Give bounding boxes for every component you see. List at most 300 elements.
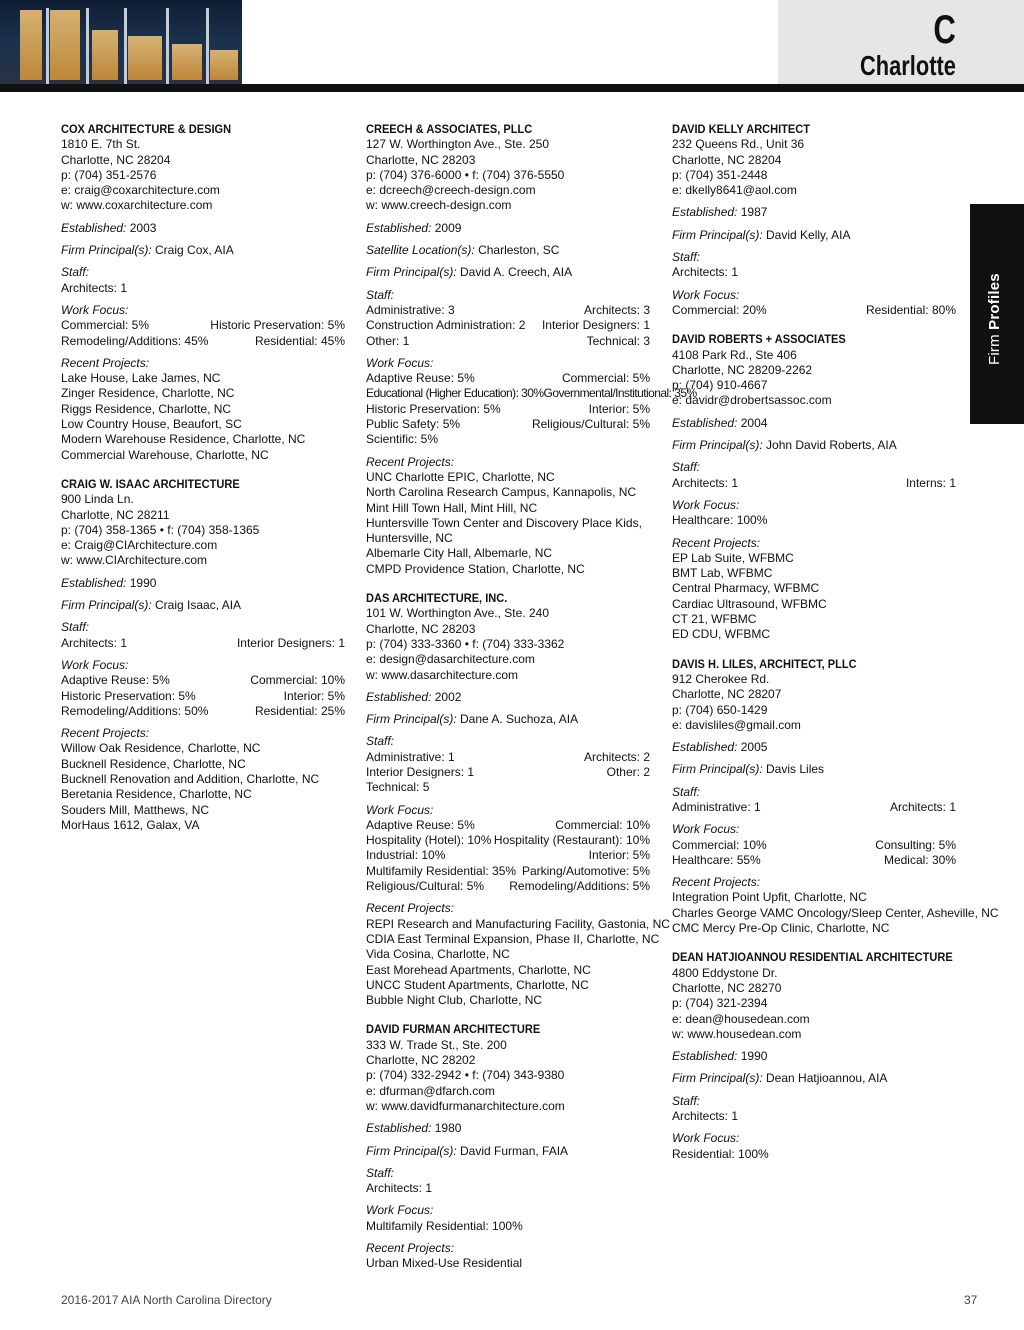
page-number: 37 xyxy=(964,1293,978,1307)
section-row xyxy=(366,432,650,447)
row-right: Remodeling/Additions: 5% xyxy=(509,879,650,894)
section-value: Dean Hatjioannou, AIA xyxy=(766,1071,888,1086)
firm-name: DAVID FURMAN ARCHITECTURE xyxy=(366,1022,541,1037)
row-left: Mint Hill Town Hall, Mint Hill, NC xyxy=(366,500,538,515)
section-line xyxy=(672,740,956,755)
row-left: Commercial: 10% xyxy=(672,837,767,852)
row-left: Low Country House, Beaufort, SC xyxy=(61,417,242,432)
section-row xyxy=(366,780,650,795)
section-row xyxy=(366,303,650,318)
row-left: Willow Oak Residence, Charlotte, NC xyxy=(61,741,261,756)
section-row xyxy=(366,978,650,993)
address-line: e: craig@coxarchitecture.com xyxy=(61,183,220,198)
section-line xyxy=(366,712,650,727)
section-row xyxy=(672,853,956,868)
section-row xyxy=(672,551,956,566)
firm-section xyxy=(672,1049,956,1064)
section-label: Recent Projects: xyxy=(61,726,150,741)
address-line: p: (704) 358-1365 • f: (704) 358-1365 xyxy=(61,522,260,537)
row-left: Bubble Night Club, Charlotte, NC xyxy=(366,993,543,1008)
section-row xyxy=(366,993,650,1008)
row-right: Religious/Cultural: 5% xyxy=(531,417,650,432)
address-line: p: (704) 351-2576 xyxy=(61,167,157,182)
section-line xyxy=(672,416,956,431)
firm-section xyxy=(366,734,650,795)
row-right: Medical: 30% xyxy=(883,852,956,867)
address-line: 4800 Eddystone Dr. xyxy=(672,965,778,980)
row-left: Adaptive Reuse: 5% xyxy=(61,673,170,688)
row-left: Central Pharmacy, WFBMC xyxy=(672,581,820,596)
section-row xyxy=(366,931,660,947)
section-label: Staff: xyxy=(672,1093,701,1108)
firm-entry xyxy=(61,477,345,833)
firm-section xyxy=(366,803,650,895)
firm-section xyxy=(366,455,650,577)
firm-name: CRAIG W. ISAAC ARCHITECTURE xyxy=(61,476,240,491)
section-label: Work Focus: xyxy=(366,355,434,370)
firm-section xyxy=(672,438,956,453)
section-row xyxy=(61,689,345,704)
section-label: Work Focus: xyxy=(366,802,434,817)
section-row xyxy=(61,334,345,349)
side-tab-label: Firm Profiles xyxy=(986,273,1003,365)
row-right: Residential: 80% xyxy=(865,302,956,317)
row-right: Interior Designers: 1 xyxy=(541,318,650,333)
section-label: Established: xyxy=(366,1121,432,1136)
section-line xyxy=(366,1121,650,1136)
firm-section xyxy=(366,1144,650,1159)
row-right: Interior Designers: 1 xyxy=(236,635,345,650)
section-row xyxy=(366,833,650,848)
section-row xyxy=(672,513,956,528)
section-row xyxy=(672,265,956,280)
address-line: Charlotte, NC 28270 xyxy=(672,980,782,995)
section-row xyxy=(672,905,999,921)
section-row xyxy=(61,787,345,802)
section-row xyxy=(61,417,345,432)
section-row xyxy=(366,1181,650,1196)
address-line: Charlotte, NC 28204 xyxy=(61,152,171,167)
section-label: Staff: xyxy=(672,784,701,799)
row-right: Architects: 1 xyxy=(889,799,956,814)
row-left: Educational (Higher Education): 30% xyxy=(366,386,544,401)
address-line: Charlotte, NC 28211 xyxy=(61,507,170,522)
row-right: Residential: 25% xyxy=(254,703,345,718)
firm-section xyxy=(366,243,650,258)
row-right: Technical: 3 xyxy=(586,333,650,348)
address-line: 232 Queens Rd., Unit 36 xyxy=(672,137,805,152)
section-line xyxy=(672,1049,956,1064)
section-row xyxy=(672,597,956,612)
section-label: Staff: xyxy=(366,1165,395,1180)
footer-title: 2016-2017 AIA North Carolina Directory xyxy=(61,1293,272,1307)
row-left: CDIA East Terminal Expansion, Phase II, Charlotte, NC xyxy=(366,931,660,946)
row-left: Architects: 1 xyxy=(672,265,739,280)
firm-entry xyxy=(672,656,999,937)
section-row xyxy=(366,864,650,879)
section-label: Satellite Location(s): xyxy=(366,243,475,258)
row-left: Healthcare: 55% xyxy=(672,852,761,867)
row-left: Zinger Residence, Charlotte, NC xyxy=(61,386,235,401)
firm-section xyxy=(672,740,956,755)
header-building-photo xyxy=(0,0,242,84)
section-row xyxy=(672,612,956,627)
firm-section xyxy=(672,1071,956,1086)
firm-section xyxy=(672,822,956,868)
firm-section xyxy=(366,221,650,236)
section-label: Staff: xyxy=(672,250,701,265)
row-left: Religious/Cultural: 5% xyxy=(366,879,485,894)
section-row xyxy=(61,803,345,818)
row-left: ED CDU, WFBMC xyxy=(672,627,770,642)
section-label: Established: xyxy=(672,1049,738,1064)
firm-entry xyxy=(366,1022,650,1271)
row-right: Historic Preservation: 5% xyxy=(210,318,345,333)
firm-name: DEAN HATJIOANNOU RESIDENTIAL ARCHITECTURE xyxy=(672,950,953,965)
section-value: Craig Cox, AIA xyxy=(155,243,234,258)
row-left: Administrative: 1 xyxy=(672,799,761,814)
row-left: Huntersville Town Center and Discovery Place Kids, xyxy=(366,515,642,530)
firm-section xyxy=(61,243,345,258)
row-left: MorHaus 1612, Galax, VA xyxy=(61,817,200,832)
section-label: Firm Principal(s): xyxy=(61,598,152,613)
section-row xyxy=(672,581,956,596)
section-value: 1980 xyxy=(434,1121,462,1136)
row-left: Adaptive Reuse: 5% xyxy=(366,371,475,386)
address-line: p: (704) 333-3360 • f: (704) 333-3362 xyxy=(366,636,565,651)
row-left: Adaptive Reuse: 5% xyxy=(366,817,475,832)
column-2 xyxy=(366,122,697,1286)
section-label: Staff: xyxy=(672,460,701,475)
section-row xyxy=(61,448,345,463)
section-label: Work Focus: xyxy=(61,657,129,672)
section-row xyxy=(366,516,650,531)
section-row xyxy=(366,1256,650,1271)
section-line xyxy=(366,221,650,236)
firm-entry xyxy=(61,122,345,463)
row-left: Bucknell Residence, Charlotte, NC xyxy=(61,756,246,771)
section-row xyxy=(366,765,650,780)
firm-section xyxy=(672,460,956,491)
section-line xyxy=(672,1071,956,1086)
address-line: Charlotte, NC 28204 xyxy=(672,152,782,167)
address-line: e: davisliles@gmail.com xyxy=(672,717,801,732)
row-left: Riggs Residence, Charlotte, NC xyxy=(61,401,232,416)
firm-section xyxy=(366,355,697,448)
row-right: Consulting: 5% xyxy=(875,837,956,852)
row-left: Healthcare: 100% xyxy=(672,513,768,528)
firm-section xyxy=(366,288,650,349)
section-row xyxy=(61,281,345,296)
row-left: Architects: 1 xyxy=(672,1109,739,1124)
section-letter: C xyxy=(933,8,956,52)
section-label: Staff: xyxy=(366,734,395,749)
row-right: Commercial: 10% xyxy=(250,673,345,688)
row-left: Historic Preservation: 5% xyxy=(61,688,196,703)
row-left: Scientific: 5% xyxy=(366,432,439,447)
section-row xyxy=(61,402,345,417)
firm-entry xyxy=(672,950,956,1162)
firm-section xyxy=(672,536,956,643)
section-line xyxy=(61,576,345,591)
row-left: CT 21, WFBMC xyxy=(672,612,757,627)
section-row xyxy=(61,432,345,447)
section-row xyxy=(366,947,650,962)
row-left: Vida Cosina, Charlotte, NC xyxy=(366,947,510,962)
row-left: Bucknell Renovation and Addition, Charlotte, NC xyxy=(61,771,320,786)
section-label: Staff: xyxy=(61,620,90,635)
row-left: Technical: 5 xyxy=(366,780,430,795)
section-row xyxy=(366,485,650,500)
section-value: David A. Creech, AIA xyxy=(460,265,573,280)
firm-section xyxy=(61,221,345,236)
address-line: e: dean@housedean.com xyxy=(672,1011,810,1026)
row-left: Residential: 100% xyxy=(672,1146,769,1161)
address-line: p: (704) 376-6000 • f: (704) 376-5550 xyxy=(366,167,565,182)
row-left: Multifamily Residential: 100% xyxy=(366,1218,523,1233)
row-left: Administrative: 3 xyxy=(366,302,455,317)
address-line: Charlotte, NC 28203 xyxy=(366,152,476,167)
row-right: Interior: 5% xyxy=(588,401,650,416)
section-line xyxy=(672,438,956,453)
row-right: Hospitality (Restaurant): 10% xyxy=(493,833,650,848)
section-row xyxy=(61,371,345,386)
section-line xyxy=(672,762,956,777)
section-row xyxy=(61,741,345,756)
section-row xyxy=(366,470,650,485)
section-label: Work Focus: xyxy=(672,822,740,837)
firm-section xyxy=(672,785,956,816)
section-label: Recent Projects: xyxy=(61,355,150,370)
row-left: UNC Charlotte EPIC, Charlotte, NC xyxy=(366,469,555,484)
section-value: 1990 xyxy=(129,575,157,590)
row-left: EP Lab Suite, WFBMC xyxy=(672,550,794,565)
row-left: East Morehead Apartments, Charlotte, NC xyxy=(366,962,591,977)
address-line: 127 W. Worthington Ave., Ste. 250 xyxy=(366,137,550,152)
section-line xyxy=(366,690,650,705)
firm-section xyxy=(672,416,956,431)
section-label: Established: xyxy=(366,220,432,235)
section-badge xyxy=(778,0,1024,84)
firm-entry xyxy=(366,591,670,1008)
section-value: John David Roberts, AIA xyxy=(766,438,897,453)
address-line: e: design@dasarchitecture.com xyxy=(366,652,535,667)
row-right: Interior: 5% xyxy=(283,688,345,703)
section-label: Established: xyxy=(672,205,738,220)
address-line: p: (704) 650-1429 xyxy=(672,702,768,717)
section-value: Dane A. Suchoza, AIA xyxy=(460,712,579,727)
row-left: Remodeling/Additions: 45% xyxy=(61,333,209,348)
address-line: p: (704) 351-2448 xyxy=(672,167,768,182)
section-label: Work Focus: xyxy=(672,287,740,302)
firm-section xyxy=(366,1241,650,1272)
section-row xyxy=(61,673,345,688)
firm-section xyxy=(366,1166,650,1197)
firm-section xyxy=(61,356,345,463)
section-value: 1990 xyxy=(740,1049,768,1064)
section-label: Staff: xyxy=(61,265,90,280)
firm-name: DAVID ROBERTS + ASSOCIATES xyxy=(672,332,846,347)
section-line xyxy=(61,243,345,258)
section-label: Work Focus: xyxy=(672,1131,740,1146)
row-left: Historic Preservation: 5% xyxy=(366,401,501,416)
section-row xyxy=(672,1109,956,1124)
address-line: w: www.dasarchitecture.com xyxy=(366,667,519,682)
address-line: e: dfurman@dfarch.com xyxy=(366,1083,495,1098)
firm-section xyxy=(672,1094,956,1125)
row-right: Commercial: 10% xyxy=(555,817,650,832)
row-right: Parking/Automotive: 5% xyxy=(521,863,650,878)
section-row xyxy=(672,627,956,642)
address-line: Charlotte, NC 28207 xyxy=(672,687,782,702)
address-line: w: www.housedean.com xyxy=(672,1026,802,1041)
firm-section xyxy=(672,205,956,220)
address-line: e: Craig@CIArchitecture.com xyxy=(61,538,218,553)
section-value: 2002 xyxy=(434,689,462,704)
address-line: p: (704) 332-2942 • f: (704) 343-9380 xyxy=(366,1068,565,1083)
section-label: Established: xyxy=(61,575,127,590)
section-row xyxy=(366,963,650,978)
row-left: UNCC Student Apartments, Charlotte, NC xyxy=(366,977,589,992)
address-line: e: dkelly8641@aol.com xyxy=(672,183,797,198)
firm-section xyxy=(672,228,956,243)
section-label: Firm Principal(s): xyxy=(366,1143,457,1158)
section-row xyxy=(61,772,345,787)
section-row xyxy=(672,476,956,491)
row-left: CMPD Providence Station, Charlotte, NC xyxy=(366,561,585,576)
row-left: Lake House, Lake James, NC xyxy=(61,371,221,386)
row-left: Architects: 1 xyxy=(672,475,739,490)
section-row xyxy=(366,531,650,546)
section-row xyxy=(366,501,650,516)
section-value: 2005 xyxy=(740,740,768,755)
section-line xyxy=(366,265,650,280)
firm-section xyxy=(61,303,345,349)
section-row xyxy=(366,318,650,333)
row-left: Commercial Warehouse, Charlotte, NC xyxy=(61,447,269,462)
row-left: Multifamily Residential: 35% xyxy=(366,863,517,878)
section-row xyxy=(61,704,345,719)
section-row xyxy=(366,334,650,349)
section-row xyxy=(61,636,345,651)
address-line: 900 Linda Ln. xyxy=(61,492,134,507)
header-rule xyxy=(0,84,1024,92)
firm-entry xyxy=(672,332,956,642)
section-row xyxy=(61,818,345,833)
firm-section xyxy=(61,658,345,719)
section-row xyxy=(366,417,650,432)
section-value: David Kelly, AIA xyxy=(766,227,851,242)
address-line: w: www.creech-design.com xyxy=(366,198,512,213)
address-line: w: www.coxarchitecture.com xyxy=(61,198,213,213)
row-left: Architects: 1 xyxy=(61,635,128,650)
section-label: Recent Projects: xyxy=(366,454,455,469)
row-left: Modern Warehouse Residence, Charlotte, NC xyxy=(61,432,306,447)
row-right: Architects: 2 xyxy=(583,749,650,764)
section-row xyxy=(672,921,956,936)
section-row xyxy=(366,402,650,417)
section-row xyxy=(366,1219,650,1234)
section-label: Recent Projects: xyxy=(672,535,761,550)
section-label: Firm Principal(s): xyxy=(366,265,457,280)
row-left: Remodeling/Additions: 50% xyxy=(61,703,209,718)
row-right: Interns: 1 xyxy=(905,475,956,490)
section-label: Established: xyxy=(61,220,127,235)
row-left: Urban Mixed-Use Residential xyxy=(366,1256,523,1271)
firm-entry xyxy=(366,122,697,577)
section-value: Davis Liles xyxy=(766,762,825,777)
row-left: Commercial: 20% xyxy=(672,302,767,317)
firm-section xyxy=(366,712,650,727)
row-left: Integration Point Upfit, Charlotte, NC xyxy=(672,890,867,905)
address-line: e: dcreech@creech-design.com xyxy=(366,183,536,198)
row-left: REPI Research and Manufacturing Facility, Gastonia, NC xyxy=(366,916,670,931)
section-line xyxy=(672,205,956,220)
firm-section xyxy=(672,250,956,281)
column-1 xyxy=(61,122,345,847)
section-row xyxy=(61,757,345,772)
section-city: Charlotte xyxy=(860,50,956,81)
section-line xyxy=(61,598,345,613)
firm-section xyxy=(61,265,345,296)
section-label: Firm Principal(s): xyxy=(672,762,763,777)
row-left: Construction Administration: 2 xyxy=(366,318,526,333)
row-left: Public Safety: 5% xyxy=(366,417,461,432)
firm-section xyxy=(672,762,956,777)
section-label: Work Focus: xyxy=(366,1203,434,1218)
row-left: Beretania Residence, Charlotte, NC xyxy=(61,787,252,802)
section-label: Work Focus: xyxy=(672,497,740,512)
firm-section xyxy=(366,1121,650,1136)
section-row xyxy=(366,371,650,386)
firm-section xyxy=(672,288,956,319)
section-row xyxy=(366,386,697,401)
section-label: Established: xyxy=(672,740,738,755)
address-line: w: www.davidfurmanarchitecture.com xyxy=(366,1098,565,1113)
section-value: 2004 xyxy=(740,415,768,430)
section-value: Craig Isaac, AIA xyxy=(155,598,242,613)
section-row xyxy=(672,800,956,815)
section-label: Recent Projects: xyxy=(366,1241,455,1255)
section-label: Firm Principal(s): xyxy=(672,1071,763,1086)
section-row xyxy=(672,890,956,905)
section-line xyxy=(61,221,345,236)
firm-name: CREECH & ASSOCIATES, PLLC xyxy=(366,122,533,136)
section-label: Firm Principal(s): xyxy=(672,227,763,242)
row-right: Other: 2 xyxy=(606,764,650,779)
address-line: e: davidr@drobertsassoc.com xyxy=(672,393,832,408)
section-row xyxy=(672,1147,956,1162)
row-left: Charles George VAMC Oncology/Sleep Center, Asheville, NC xyxy=(672,905,999,920)
address-line: p: (704) 321-2394 xyxy=(672,996,768,1011)
section-row xyxy=(366,916,670,932)
address-line: Charlotte, NC 28202 xyxy=(366,1053,476,1068)
firm-section xyxy=(61,620,345,651)
section-row xyxy=(366,818,650,833)
firm-name: COX ARCHITECTURE & DESIGN xyxy=(61,122,232,136)
section-row xyxy=(366,546,650,561)
firm-section xyxy=(61,726,345,833)
address-line: 333 W. Trade St., Ste. 200 xyxy=(366,1037,507,1052)
firm-section xyxy=(61,576,345,591)
row-left: CMC Mercy Pre-Op Clinic, Charlotte, NC xyxy=(672,921,890,936)
section-row xyxy=(366,750,650,765)
row-left: Architects: 1 xyxy=(366,1181,433,1196)
row-left: BMT Lab, WFBMC xyxy=(672,566,773,581)
row-left: Cardiac Ultrasound, WFBMC xyxy=(672,596,827,611)
row-left: Architects: 1 xyxy=(61,280,128,295)
section-row xyxy=(366,879,650,894)
